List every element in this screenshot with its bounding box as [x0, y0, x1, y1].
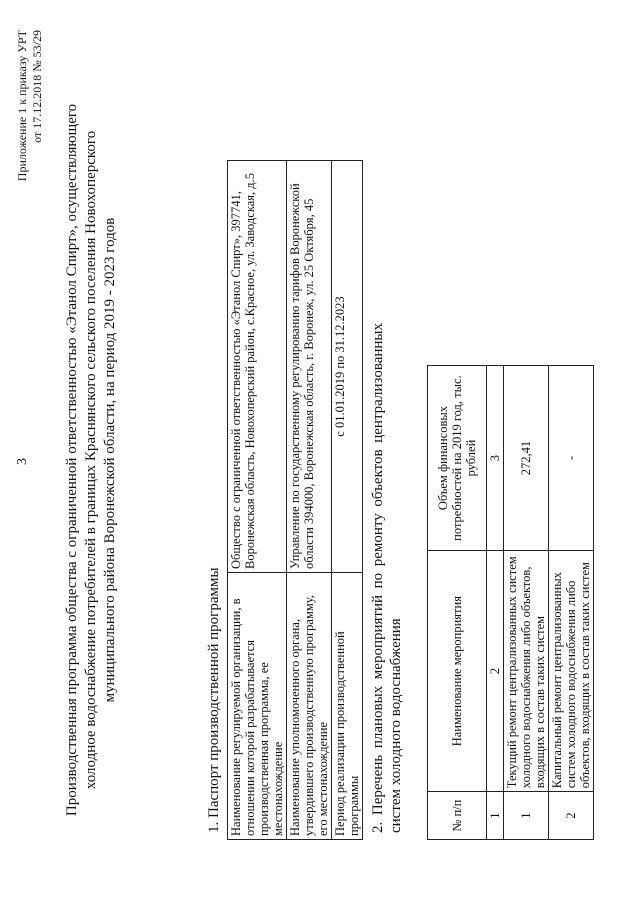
measures-header-row	[428, 366, 487, 840]
appendix-note	[15, 30, 45, 181]
section-2-heading: 2. Перечень плановых мероприятий по ремонту объектов централизованных систем холодного водоснабжения	[370, 323, 404, 833]
passport-row	[332, 161, 363, 840]
index-cell: 1	[487, 792, 504, 840]
measures-table	[427, 365, 594, 840]
table-row	[504, 366, 549, 840]
title-line-1: Производственная программа общества с ограниченной ответственностью «Этанол Спирт», осуществляющего	[64, 103, 80, 817]
rotated-content	[15, 20, 625, 880]
passport-value: Управление по государственному регулированию тарифов Воронежской области 394000, Воронежская область, г. Воронеж, ул. 25 Октября, 45	[287, 161, 332, 573]
page-number: 3	[15, 458, 30, 465]
passport-key: Период реализации производственной программы	[332, 573, 363, 840]
header-name: Наименование мероприятия	[428, 551, 487, 792]
passport-value: с 01.01.2019 по 31.12.2023	[332, 161, 363, 573]
row-name: Капитальный ремонт централизованных систем холодного водоснабжения либо объектов, входящих в состав таких систем	[549, 551, 594, 792]
measures-index-row	[487, 366, 504, 840]
header-amount: Объем финансовых потребностей на 2019 год, тыс. рублей	[428, 366, 487, 551]
title-line-2: холодное водоснабжение потребителей в границах Краснянского сельского поселения Новохоперского	[83, 130, 99, 790]
passport-row	[287, 161, 332, 840]
row-amount: -	[549, 366, 594, 551]
header-number: № п/п	[428, 792, 487, 840]
appendix-line-2: от 17.12.2018 № 53/29	[30, 30, 44, 143]
passport-key: Наименование регулируемой организации, в отношении которой разрабатывается производственная программа, ее местонахождение	[228, 573, 287, 840]
passport-key: Наименование уполномоченного органа, утвердившего производственную программу, его местонахождение	[287, 573, 332, 840]
appendix-line-1: Приложение 1 к приказу УРТ	[15, 30, 29, 182]
passport-row	[228, 161, 287, 840]
passport-value: Общество с ограниченной ответственностью «Этанол Спирт», 397741, Воронежская область, Новохоперский район, с.Красное, ул. Заводская, д.5	[228, 161, 287, 573]
row-number: 2	[549, 792, 594, 840]
table-row	[549, 366, 594, 840]
row-amount: 272,41	[504, 366, 549, 551]
section-1-heading: 1. Паспорт производственной программы	[206, 567, 222, 833]
row-name: Текущий ремонт централизованных систем холодного водоснабжения либо объектов, входящих в состав таких систем	[504, 551, 549, 792]
row-number: 1	[504, 792, 549, 840]
index-cell: 3	[487, 366, 504, 551]
title-line-3: муниципального района Воронежской области, на период 2019 - 2023 годов	[102, 217, 118, 703]
passport-table	[227, 160, 363, 840]
index-cell: 2	[487, 551, 504, 792]
document-title	[63, 80, 120, 840]
